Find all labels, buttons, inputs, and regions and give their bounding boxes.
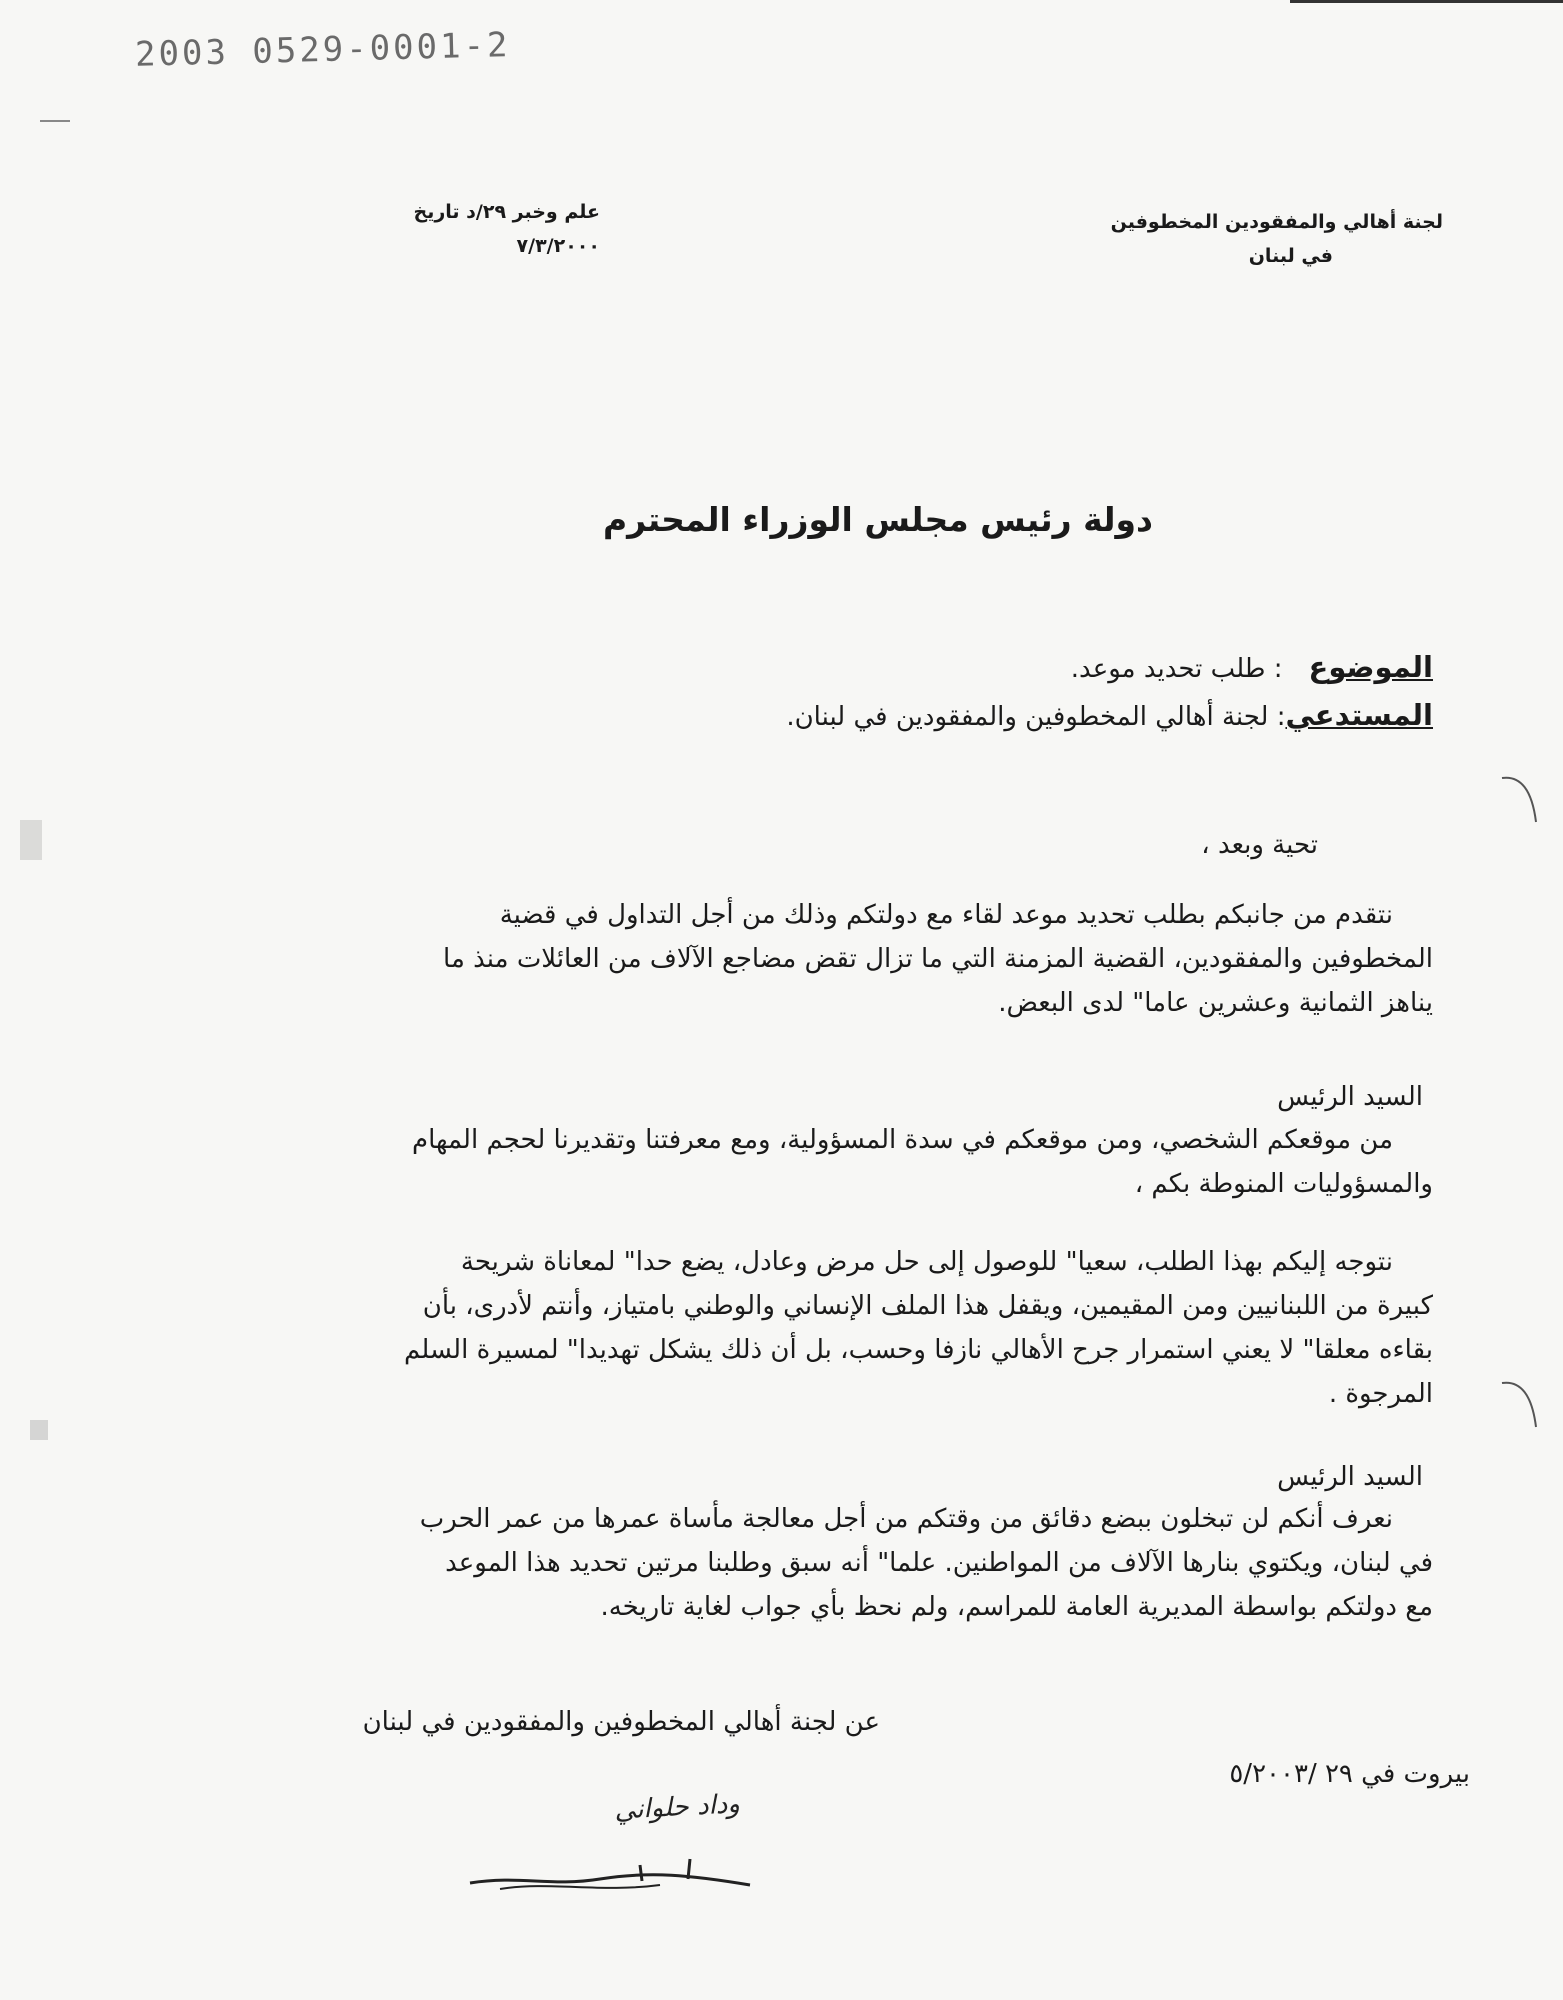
applicant-label: المستدعي bbox=[1285, 698, 1433, 732]
paragraph-2 bbox=[313, 1118, 1433, 1206]
receipt-note: علم وخبر ٢٩/د تاريخ ٧/٣/٢٠٠٠ bbox=[413, 201, 600, 257]
scan-speck bbox=[20, 820, 42, 860]
paragraph-3-line: المرجوة . bbox=[1328, 1379, 1433, 1409]
subject-line bbox=[233, 645, 1433, 691]
paragraph-3-line: نتوجه إليكم بهذا الطلب، سعيا" للوصول إلى حل مرض وعادل، يضع حدا" لمعاناة شريحة bbox=[460, 1247, 1393, 1277]
salutation-2: السيد الرئيس bbox=[1277, 1462, 1423, 1492]
place-date: بيروت في ٢٩ /٥/٢٠٠٣ bbox=[1229, 1759, 1470, 1789]
paragraph-4-line: مع دولتكم بواسطة المديرية العامة للمراسم، ولم نحظ بأي جواب لغاية تاريخه. bbox=[600, 1592, 1433, 1622]
scan-speck bbox=[40, 120, 70, 122]
subject-text: : طلب تحديد موعد. bbox=[1070, 654, 1283, 684]
paragraph-1-line: نتقدم من جانبكم بطلب تحديد موعد لقاء مع دولتكم وذلك من أجل التداول في قضية bbox=[499, 900, 1393, 930]
applicant-line bbox=[233, 693, 1433, 739]
organization-header bbox=[923, 205, 1443, 273]
paragraph-3 bbox=[313, 1240, 1433, 1416]
org-line-1: لجنة أهالي والمفقودين المخطوفين bbox=[1110, 211, 1443, 233]
paragraph-1 bbox=[313, 893, 1433, 1025]
greeting: تحية وبعد ، bbox=[1201, 830, 1318, 860]
margin-mark bbox=[1500, 770, 1540, 830]
paragraph-4-line: في لبنان، ويكتوي بنارها الآلاف من المواطنين. علما" أنه سبق وطلبنا مرتين تحديد هذا الموعد bbox=[445, 1548, 1433, 1578]
margin-mark bbox=[1500, 1375, 1540, 1435]
archive-number: 2003 0529-0001-2 bbox=[134, 25, 511, 75]
scan-edge-line bbox=[1290, 0, 1563, 3]
on-behalf-line: عن لجنة أهالي المخطوفين والمفقودين في لبنان bbox=[362, 1707, 880, 1737]
signer-name: وداد حلواني bbox=[613, 1789, 741, 1826]
paragraph-4 bbox=[313, 1497, 1433, 1629]
signature-scribble bbox=[460, 1845, 760, 1905]
paragraph-4-line: نعرف أنكم لن تبخلون ببضع دقائق من وقتكم من أجل معالجة مأساة عمرها من عمر الحرب bbox=[419, 1504, 1393, 1534]
salutation-1: السيد الرئيس bbox=[1277, 1082, 1423, 1112]
paragraph-1-line: المخطوفين والمفقودين، القضية المزمنة التي ما تزال تقض مضاجع الآلاف من العائلات منذ ما bbox=[443, 944, 1433, 974]
org-line-2: في لبنان bbox=[1248, 245, 1333, 267]
scan-speck bbox=[30, 1420, 48, 1440]
paragraph-2-line: والمسؤوليات المنوطة بكم ، bbox=[1134, 1169, 1433, 1199]
subject-label: الموضوع bbox=[1308, 650, 1433, 684]
paragraph-1-line: يناهز الثمانية وعشرين عاما" لدى البعض. bbox=[998, 988, 1433, 1018]
applicant-text: : لجنة أهالي المخطوفين والمفقودين في لبنان. bbox=[786, 702, 1286, 732]
paragraph-3-line: بقاءه معلقا" لا يعني استمرار جرح الأهالي نازفا وحسب، بل أن ذلك يشكل تهديدا" لمسيرة السلم bbox=[404, 1335, 1433, 1365]
addressee: دولة رئيس مجلس الوزراء المحترم bbox=[602, 500, 1153, 539]
paragraph-2-line: من موقعكم الشخصي، ومن موقعكم في سدة المسؤولية، ومع معرفتنا وتقديرنا لحجم المهام bbox=[412, 1125, 1393, 1155]
paragraph-3-line: كبيرة من اللبنانيين ومن المقيمين، ويقفل هذا الملف الإنساني والوطني بامتياز، وأنتم لأدرى، بأن bbox=[422, 1291, 1433, 1321]
